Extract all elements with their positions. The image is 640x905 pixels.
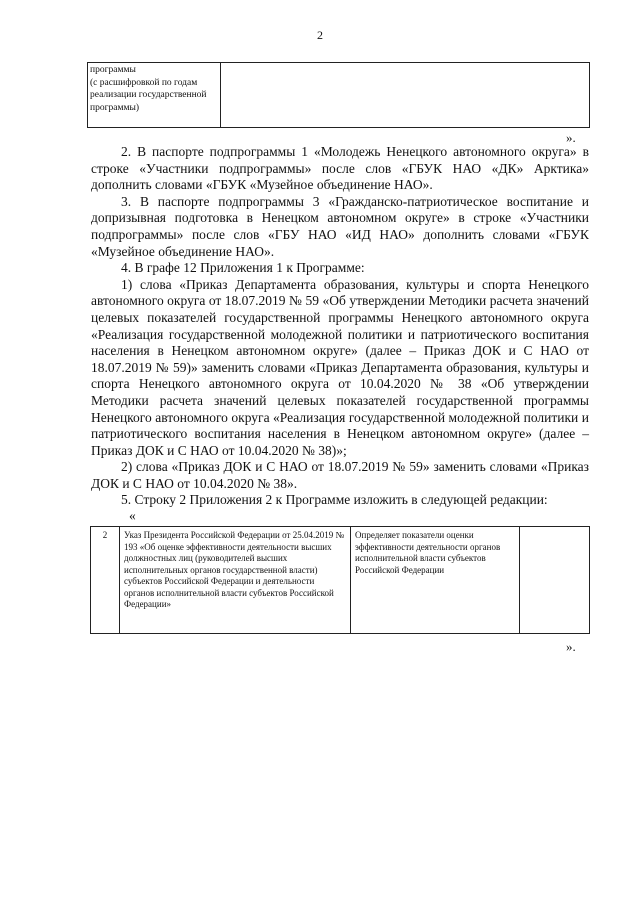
- legal-act-cell: Указ Президента Российской Федерации от 25.04.2019 № 193 «Об оценке эффективности деятельности высших должностных лиц (руководителей высших исполнительных органов государственной власти) субъектов Российской Федерации и деятельности органов исполнительной власти субъектов Российской Федерации»: [120, 527, 351, 634]
- cell-text: программы (с расшифровкой по годам реализации государственной программы): [90, 65, 207, 113]
- table-row: [91, 527, 590, 634]
- page-number: 2: [317, 28, 323, 42]
- paragraph-4-1: 1) слова «Приказ Департамента образования, культуры и спорта Ненецкого автономного округа от 18.07.2019 № 59 «Об утверждении Методики расчета значений целевых показателей государственной программы Ненецкого автономного округа «Реализация государственной молодежной политики и патриотического воспитания населения в Ненецком автономном округе» (далее – Приказ ДОК и С НАО от 18.07.2019 № 59)» заменить словами «Приказ Департамента образования, культуры и спорта Ненецкого автономного округа от 10.04.2020 № 38 «Об утверждении Методики расчета значений целевых показателей государственной программы Ненецкого автономного округа «Реализация государственной молодежной политики и патриотического воспитания населения в Ненецком автономном округе» (далее – Приказ ДОК и С НАО от 10.04.2020 № 38)»;: [91, 276, 589, 458]
- closing-quote: ».: [566, 130, 576, 145]
- table-cell-label: [88, 63, 221, 128]
- closing-quote-2: ».: [566, 639, 576, 654]
- program-table-fragment: [87, 62, 590, 128]
- paragraph-3: 3. В паспорте подпрограммы 3 «Гражданско-патриотическое воспитание и допризывная подготовка в Ненецком автономном округе» в строке «Участники подпрограммы» после слов «ГБУ НАО «ИД НАО» дополнить словами «ГБУК «Музейное объединение НАО».: [91, 193, 589, 259]
- paragraph-5: 5. Строку 2 Приложения 2 к Программе изложить в следующей редакции:: [121, 492, 548, 508]
- extra-cell: [520, 527, 590, 634]
- paragraph-4: 4. В графе 12 Приложения 1 к Программе:: [121, 260, 365, 276]
- paragraph-4-2: 2) слова «Приказ ДОК и С НАО от 18.07.2019 № 59» заменить словами «Приказ ДОК и С НАО от 10.04.2020 № 38».: [91, 459, 589, 491]
- description-cell: Определяет показатели оценки эффективности деятельности органов исполнительной власти субъектов Российской Федерации: [351, 527, 520, 634]
- opening-quote: «: [129, 508, 136, 524]
- table-cell-value: [221, 63, 590, 128]
- document-body: [91, 144, 589, 523]
- appendix-table-row: [90, 526, 590, 634]
- paragraph-2: 2. В паспорте подпрограммы 1 «Молодежь Ненецкого автономного округа» в строке «Участники подпрограммы» после слов «ГБУК НАО «ДК» Арктика» дополнить словами «ГБУК «Музейное объединение НАО».: [91, 144, 589, 193]
- row-number: 2: [91, 527, 120, 634]
